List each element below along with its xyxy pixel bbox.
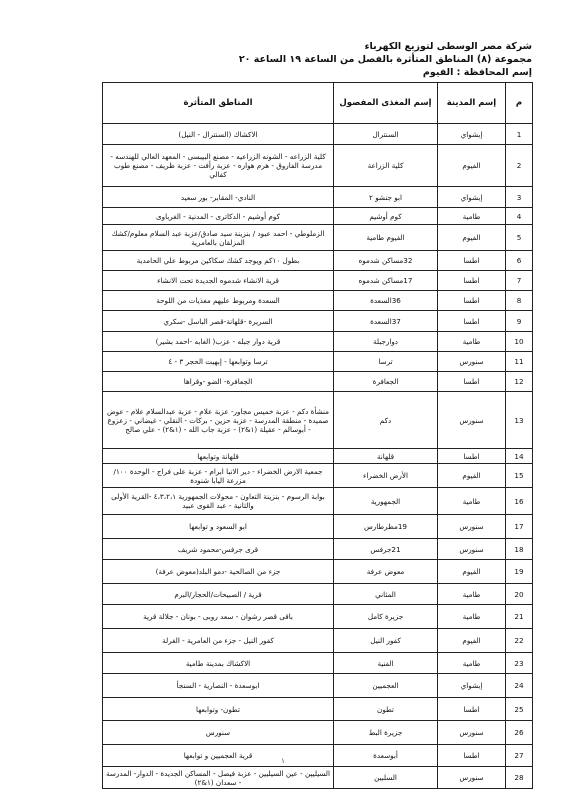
row-number: 10 [506, 332, 533, 352]
header-num: م [506, 83, 533, 124]
row-areas: قرية / الصبيحات/الحجار/البرم [103, 584, 334, 605]
row-number: 21 [506, 605, 533, 629]
row-feeder: 32مساكن شدموه [334, 251, 438, 271]
table-row [103, 653, 533, 674]
row-feeder: العجميين [334, 674, 438, 698]
row-feeder: الجمهورية [334, 488, 438, 515]
group-title: مجموعة (٨) المناطق المتأثرة بالفصل من الساعة ١٩ الساعة ٢٠ [238, 54, 532, 65]
table-row [103, 605, 533, 629]
table-row [103, 464, 533, 488]
row-areas: منشأة دكم - عزبة خميس مجاور- عزبة علام - عزبة عبدالسلام علام - عوض صميدة - منطقة المدرسة - عزبة حزين - بركات - النقلي - غيضاني - زعزوع - أبوسالم - عقيلة (١&٢) - عزبة جاب الله - (١&٢) - علي صالح [103, 392, 334, 449]
row-areas: النادي- المقابر- بور سعيد [103, 187, 334, 208]
row-feeder: ترسا [334, 352, 438, 372]
table-row [103, 767, 533, 789]
row-feeder: المثاني [334, 584, 438, 605]
row-feeder: تطون [334, 698, 438, 721]
table-row [103, 560, 533, 584]
table-row [103, 674, 533, 698]
row-city: سنورس [438, 539, 506, 560]
row-city: اطسا [438, 271, 506, 291]
row-areas: جزء من الصالحية -دمو البلد(معوض عرفة) [103, 560, 334, 584]
row-number: 16 [506, 488, 533, 515]
row-feeder: الأرض الخضراء [334, 464, 438, 488]
row-city: إبشواي [438, 124, 506, 145]
row-areas: جمعية الارض الخضراء - دير الانبا ابرام - عزبة على فراج - الوحدة ١٠٠/مزرعة اليابا شنودة [103, 464, 334, 488]
row-city: طامية [438, 488, 506, 515]
row-city: اطسا [438, 372, 506, 392]
row-city: طامية [438, 332, 506, 352]
row-areas: قرية دوار جبله - عزب( الغابه -احمد بشير) [103, 332, 334, 352]
row-areas: السعدة ومربوط عليهم مغذيات من اللوحة [103, 291, 334, 311]
table-row [103, 271, 533, 291]
row-city: سنورس [438, 721, 506, 745]
row-feeder: الفيوم طامية [334, 225, 438, 251]
row-city: سنورس [438, 515, 506, 539]
table-row [103, 372, 533, 392]
row-city: الفيوم [438, 560, 506, 584]
row-city: اطسا [438, 251, 506, 271]
row-areas: السيليين - عين السيليين - عزبة فيصل - المساكن الجديدة - الدوار- المدرسة - سعدان (١&٢) [103, 767, 334, 789]
table-row [103, 449, 533, 464]
table-row [103, 291, 533, 311]
row-city: اطسا [438, 698, 506, 721]
row-areas: قلهانة وتوابعها [103, 449, 334, 464]
row-number: 23 [506, 653, 533, 674]
row-number: 4 [506, 208, 533, 225]
table-row [103, 352, 533, 372]
header-city: إسم المدينة [438, 83, 506, 124]
row-city: سنورس [438, 767, 506, 789]
header-feeder: إسم المغذى المفصول [334, 83, 438, 124]
table-row [103, 332, 533, 352]
row-number: 15 [506, 464, 533, 488]
table-row [103, 539, 533, 560]
row-feeder: كفور النيل [334, 629, 438, 653]
row-number: 13 [506, 392, 533, 449]
row-areas: ابوسعدة - النصارية - السنجأ [103, 674, 334, 698]
row-areas: باقى قصر رشوان - سعد روبى - بونان - جلالة قرية [103, 605, 334, 629]
row-feeder: الفنية [334, 653, 438, 674]
table-row [103, 629, 533, 653]
row-number: 11 [506, 352, 533, 372]
table-row [103, 584, 533, 605]
row-areas: تطون- وتوابعها [103, 698, 334, 721]
table-row [103, 225, 533, 251]
row-feeder: جزيرة كامل [334, 605, 438, 629]
table-row [103, 698, 533, 721]
row-areas: بوابة الرسوم - بنزينة التعاون - محولات الجمهورية ٤،٣،٢،١ -القرية الأولى والثانية - عبد القوى عبيد [103, 488, 334, 515]
row-number: 19 [506, 560, 533, 584]
row-number: 12 [506, 372, 533, 392]
row-city: إبشواي [438, 187, 506, 208]
row-areas: الاكشاك بمدينة طامية [103, 653, 334, 674]
row-number: 7 [506, 271, 533, 291]
table-header-row [103, 83, 533, 124]
row-number: 8 [506, 291, 533, 311]
row-feeder: دكم [334, 392, 438, 449]
row-feeder: 36السعدة [334, 291, 438, 311]
table-row [103, 208, 533, 225]
table-row [103, 311, 533, 332]
table-row [103, 251, 533, 271]
row-feeder: دوارجبلة [334, 332, 438, 352]
row-areas: كفور النيل - جزء من العامرية - الغرلة [103, 629, 334, 653]
row-areas: الزملوطي - احمد عبود / بنزينة سيد صادق/عزبة عبد السلام معلوم/كشك المزلقان بالعامرية [103, 225, 334, 251]
row-areas: كلية الزراعه - الشونه الزراعيه - مصنع البيبسى - المعهد العالي للهندسه - مدرسة الفاروق - هرم هواره - عزبة رأفت - عزبة ظريف - مصنع طوب كفالي [103, 145, 334, 187]
row-city: طامية [438, 584, 506, 605]
table-row [103, 145, 533, 187]
row-number: 22 [506, 629, 533, 653]
row-feeder: 19مطرطارس [334, 515, 438, 539]
row-city: طامية [438, 653, 506, 674]
governorate-label: إسم المحافظة : الفيوم [422, 67, 532, 78]
row-feeder: جزيرة البط [334, 721, 438, 745]
row-number: 14 [506, 449, 533, 464]
row-city: سنورس [438, 392, 506, 449]
row-city: طامية [438, 208, 506, 225]
row-feeder: السلبين [334, 767, 438, 789]
row-city: الفيوم [438, 464, 506, 488]
row-feeder: السنترال [334, 124, 438, 145]
row-feeder: معوض عرفة [334, 560, 438, 584]
row-feeder: الجعافرة [334, 372, 438, 392]
row-number: 27 [506, 745, 533, 767]
table-row [103, 515, 533, 539]
document-header [52, 40, 532, 79]
row-areas: قرى جرفس-محمود شريف [103, 539, 334, 560]
row-number: 17 [506, 515, 533, 539]
row-number: 28 [506, 767, 533, 789]
row-number: 26 [506, 721, 533, 745]
row-number: 9 [506, 311, 533, 332]
row-areas: كوم أوشيم - الدكاترى - المدنية - الغرباوى [103, 208, 334, 225]
row-areas: سنورس [103, 721, 334, 745]
row-areas: بطول ١٠كم ويوجد كشك سكاكين مربوط علي الحامدية [103, 251, 334, 271]
row-city: سنورس [438, 352, 506, 372]
row-areas: ابو السعود و توابعها [103, 515, 334, 539]
row-areas: ترسا وتوابعها - إبهيت الحجر ٣ - ٤ [103, 352, 334, 372]
row-city: إبشواي [438, 674, 506, 698]
row-number: 3 [506, 187, 533, 208]
row-areas: السريرة -قلهانة-قصر الباسل -سكري [103, 311, 334, 332]
affected-areas-table [102, 82, 533, 789]
company-name: شركة مصر الوسطى لتوزيع الكهرباء [364, 41, 532, 52]
table-row [103, 187, 533, 208]
row-city: الفيوم [438, 629, 506, 653]
row-city: اطسا [438, 449, 506, 464]
header-areas: المناطق المتأثرة [103, 83, 334, 124]
table-row [103, 124, 533, 145]
row-areas: الاكشاك (السنترال - النيل) [103, 124, 334, 145]
row-number: 2 [506, 145, 533, 187]
row-areas: الجعافرة- الضو -وقراها [103, 372, 334, 392]
row-city: الفيوم [438, 225, 506, 251]
table-row [103, 721, 533, 745]
row-feeder: أبوسعدة [334, 745, 438, 767]
row-feeder: 21جرفس [334, 539, 438, 560]
row-feeder: ابو جنشو ٢ [334, 187, 438, 208]
row-city: اطسا [438, 311, 506, 332]
row-feeder: 17مساكن شدموه [334, 271, 438, 291]
table-row [103, 392, 533, 449]
table-row [103, 488, 533, 515]
row-city: الفيوم [438, 145, 506, 187]
row-city: اطسا [438, 745, 506, 767]
row-areas: قرية العجميين و توابعها [103, 745, 334, 767]
row-number: 18 [506, 539, 533, 560]
row-city: اطسا [438, 291, 506, 311]
row-city: طامية [438, 605, 506, 629]
table-body [103, 124, 533, 789]
row-feeder: كوم أوشيم [334, 208, 438, 225]
row-number: 20 [506, 584, 533, 605]
page-number: ١ [281, 757, 285, 765]
row-number: 6 [506, 251, 533, 271]
row-feeder: قلهانة [334, 449, 438, 464]
row-feeder: كلية الزراعة [334, 145, 438, 187]
row-feeder: 37السعدة [334, 311, 438, 332]
row-number: 1 [506, 124, 533, 145]
row-number: 25 [506, 698, 533, 721]
row-areas: قرية الانشاء شدموه الجديدة تحت الانشاء [103, 271, 334, 291]
row-number: 24 [506, 674, 533, 698]
row-number: 5 [506, 225, 533, 251]
